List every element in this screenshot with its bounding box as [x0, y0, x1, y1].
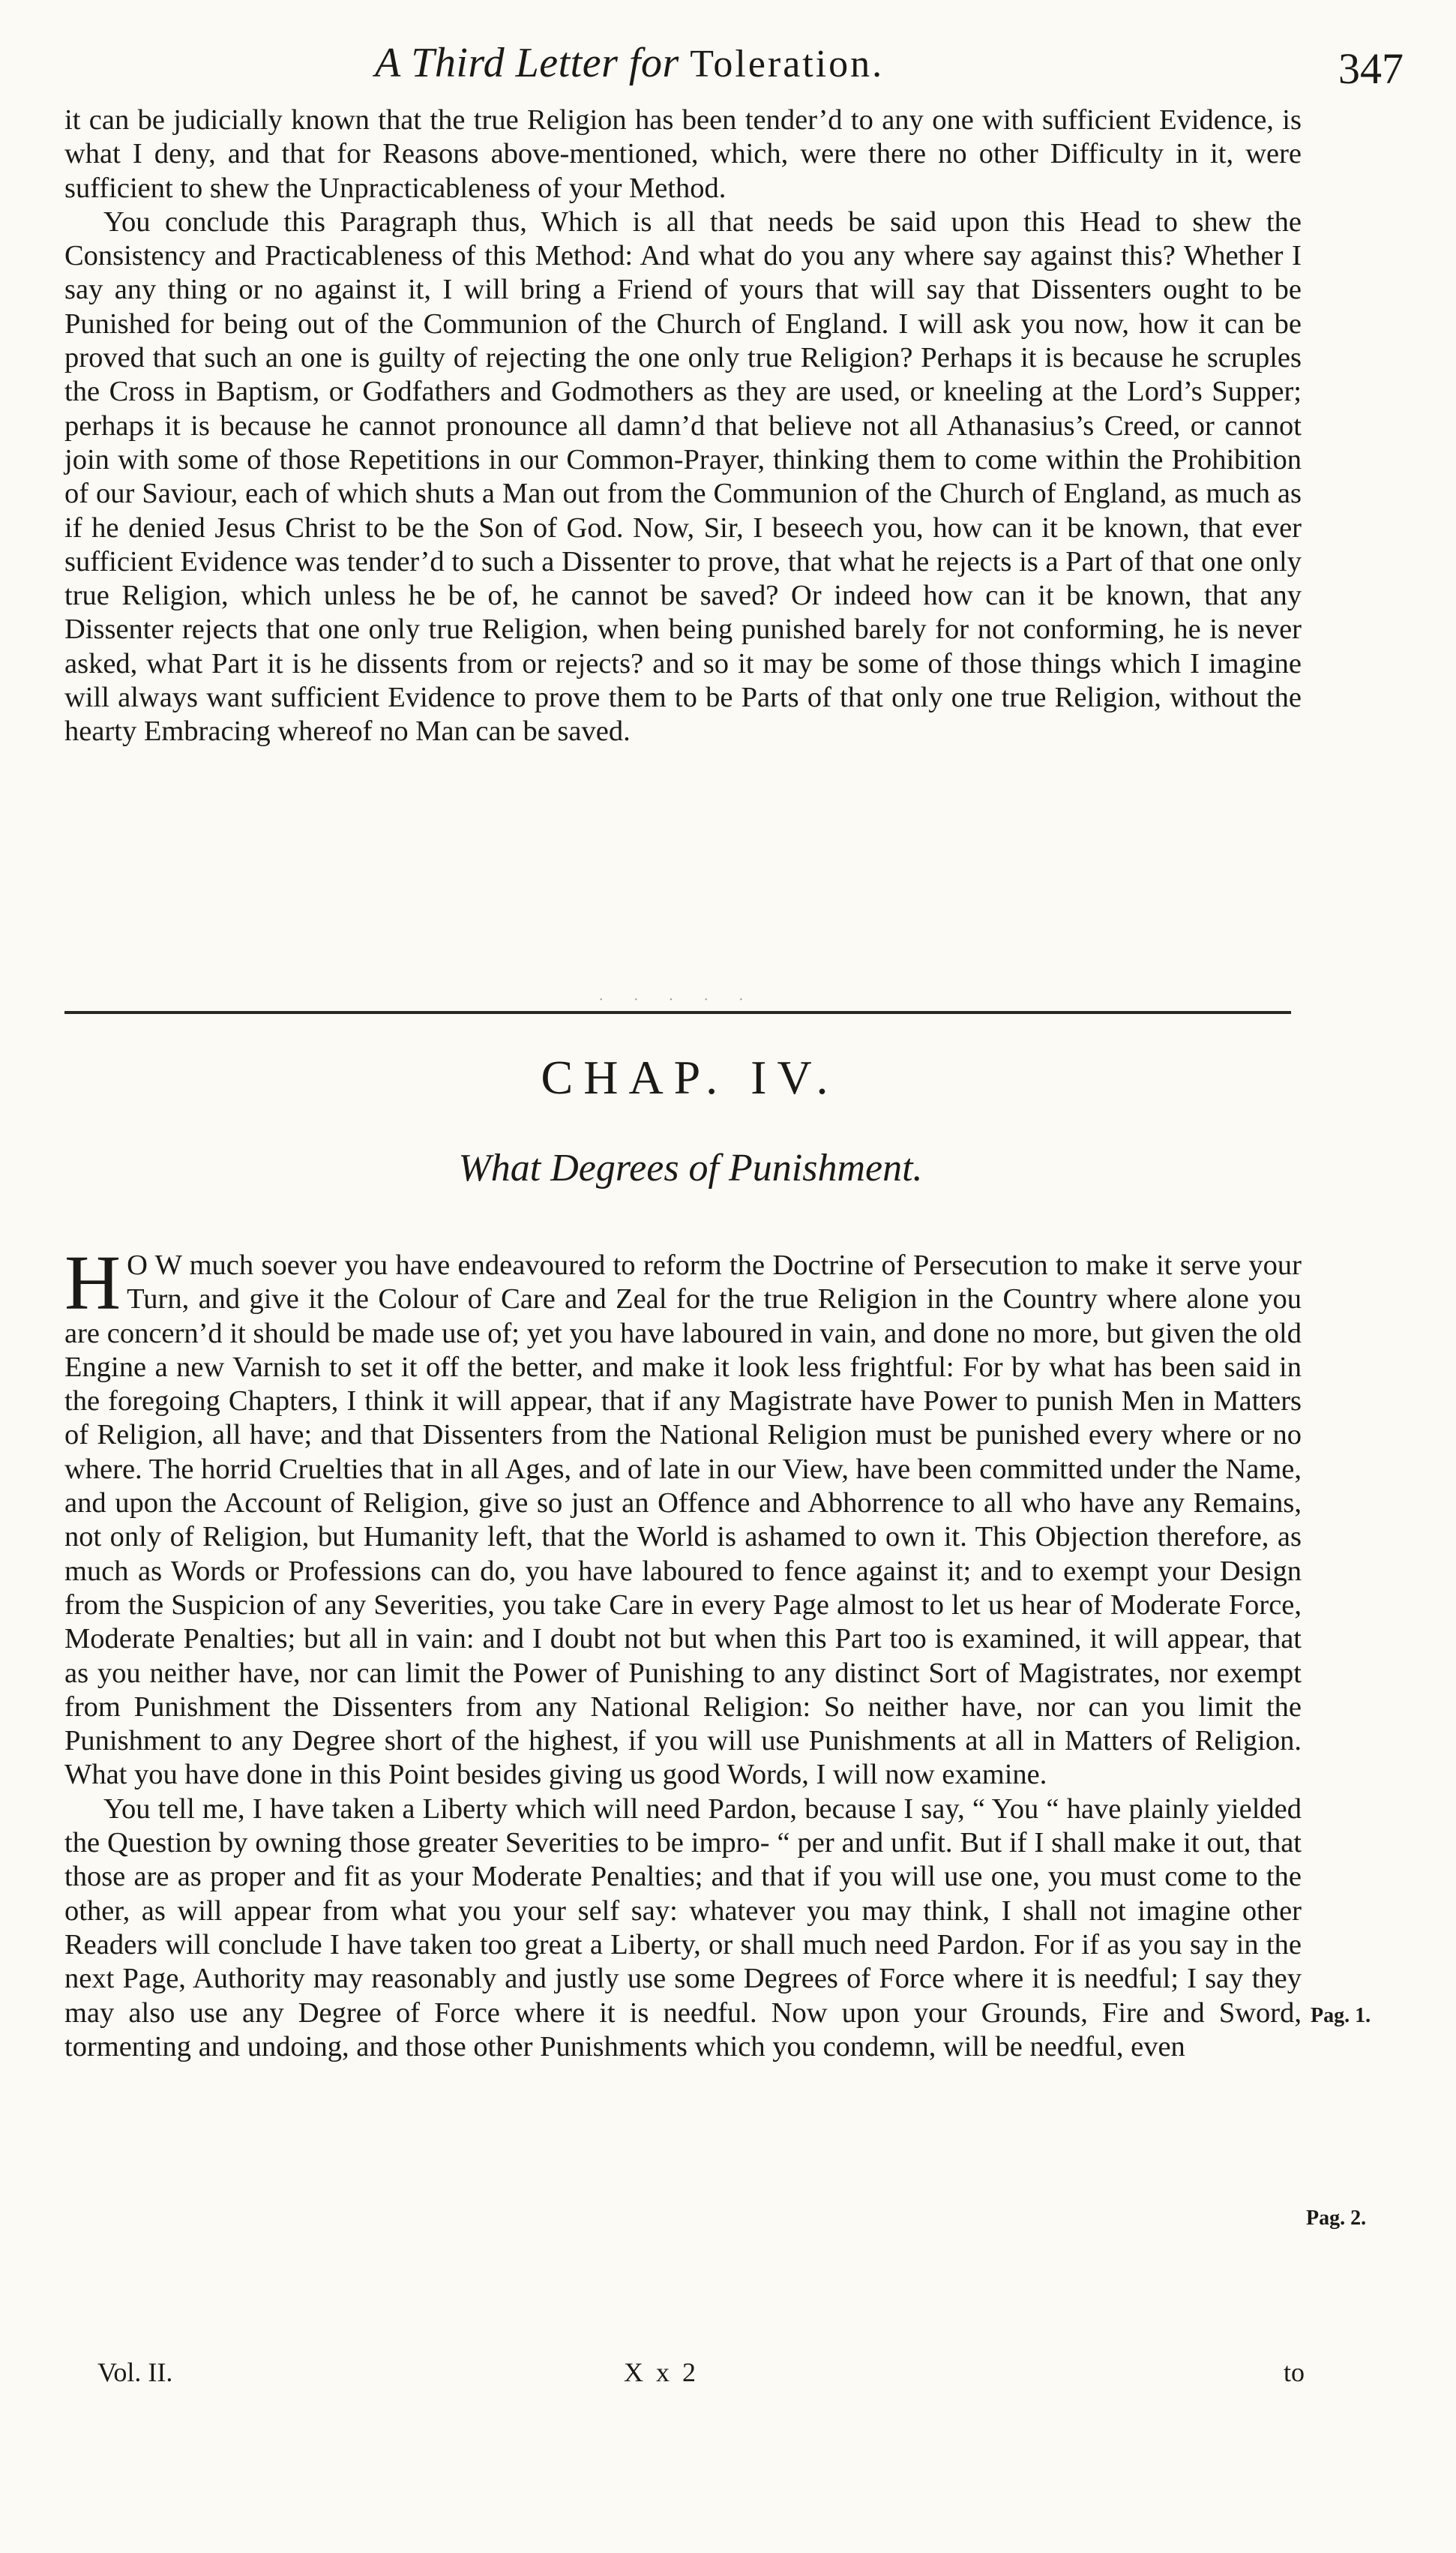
- drop-cap: H: [64, 1240, 121, 1326]
- running-title-text: A Third Letter for: [375, 40, 679, 86]
- paragraph: [64, 1240, 1302, 1792]
- paragraph: it can be judicially known that the true Religion has been tender’d to any one with sufficient Evidence, is what I deny, and that for Reasons above-mentioned, which, were there no other Difficulty in it, were sufficient to shew the Unpracticableness of your Method.: [64, 104, 1302, 204]
- ornament-dots: ·····: [598, 992, 774, 1008]
- running-title: [375, 39, 884, 87]
- volume-label: Vol. II.: [97, 2357, 173, 2387]
- page-number: 347: [1338, 44, 1404, 93]
- margin-note: Pag. 2.: [1306, 2206, 1367, 2230]
- chapter-rule: [64, 1011, 1291, 1014]
- body-text-top: [64, 104, 1302, 749]
- margin-note: Pag. 1.: [1311, 2004, 1371, 2027]
- paragraph: You tell me, I have taken a Liberty which will need Pardon, because I say, “ You “ have plainly yielded the Question by owning those greater Severities to be impro- “ per and unfit. But if I shall make it out, that those are as proper and fit as your Moderate Penalties; and that if you will use one, you must come to the other, as will appear from what you your self say: whatever you may think, I shall not imagine other Readers will conclude I have taken too great a Liberty, or shall much need Pardon. For if as you say in the next Page, Authority may reasonably and justly use some Degrees of Force where it is needful; I say they may also use any Degree of Force where it is needful. Now upon your Grounds, Fire and Sword, tormenting and undoing, and those other Punishments which you condemn, will be needful, even: [64, 1792, 1302, 2062]
- page-header: [375, 36, 1404, 96]
- paragraph: You conclude this Paragraph thus, Which is all that needs be said upon this Head to shew the Consistency and Practicableness of this Method: And what do you any where say against this? Whether I say any thing or no against it, I will bring a Friend of yours that will say that Dissenters ought to be Punished for being out of the Communion of the Church of England. I will ask you now, how it can be proved that such an one is guilty of rejecting the one only true Religion? Perhaps it is because he scruples the Cross in Baptism, or Godfathers and Godmothers as they are used, or kneeling at the Lord’s Supper; perhaps it is because he cannot pronounce all damn’d that believe not all Athanasius’s Creed, or cannot join with some of those Repetitions in our Common-Prayer, thinking them to come within the Prohibition of our Saviour, each of which shuts a Man out from the Communion of the Church of England, as much as if he denied Jesus Christ to be the Son of God. Now, Sir, I beseech you, how can it be known, that ever sufficient Evidence was tender’d to such a Dissenter to prove, that what he rejects is a Part of that one only true Religion, which unless he be of, he cannot be saved? Or indeed how can it be known, that any Dissenter rejects that one only true Religion, when being punished barely for not conforming, he is never asked, what Part it is he dissents from or rejects? and so it may be some of those things which I imagine will always want sufficient Evidence to prove them to be Parts of that only one true Religion, without the hearty Embracing whereof no Man can be saved.: [64, 206, 1302, 748]
- page-footer: [67, 2356, 1305, 2394]
- running-title-caps: Toleration.: [690, 43, 885, 86]
- chapter-subtitle: What Degrees of Punishment.: [458, 1147, 923, 1190]
- paragraph-text: O W much soever you have endeavoured to reform the Doctrine of Persecution to make it serve your Turn, and give it the Colour of Care and Zeal for the true Religion in the Country where alone you are concern’d it should be made use of; yet you have laboured in vain, and done no more, but given the old Engine a new Varnish to set it off the better, and make it look less frightful: For by what has been said in the foregoing Chapters, I think it will appear, that if any Magistrate have Power to punish Men in Matters of Religion, all have; and that Dissenters from the National Religion must be punished every where or no where. The horrid Cruelties that in all Ages, and of late in our View, have been committed under the Name, and upon the Account of Religion, give so just an Offence and Abhorrence to all who have any Remains, not only of Religion, but Humanity left, that the World is ashamed to own it. This Objection therefore, as much as Words or Professions can do, you have laboured to fence against it; and to exempt your Design from the Suspicion of any Severities, you take Care in every Page almost to let us hear of Moderate Force, Moderate Penalties; but all in vain: and I doubt not but when this Part too is examined, it will appear, that as you neither have, nor can limit the Power of Punishing to any distinct Sort of Magistrates, nor exempt from Punishment the Dissenters from any National Religion: So neither have, nor can you limit the Punishment to any Degree short of the highest, if you will use Punishments at all in Matters of Religion. What you have done in this Point besides giving us good Words, I will now examine.: [64, 1250, 1302, 1791]
- signature-mark: X x 2: [624, 2357, 699, 2387]
- catchword: to: [1283, 2357, 1305, 2387]
- body-text-chapter: [64, 1240, 1302, 2064]
- chapter-heading: CHAP. IV.: [541, 1051, 839, 1104]
